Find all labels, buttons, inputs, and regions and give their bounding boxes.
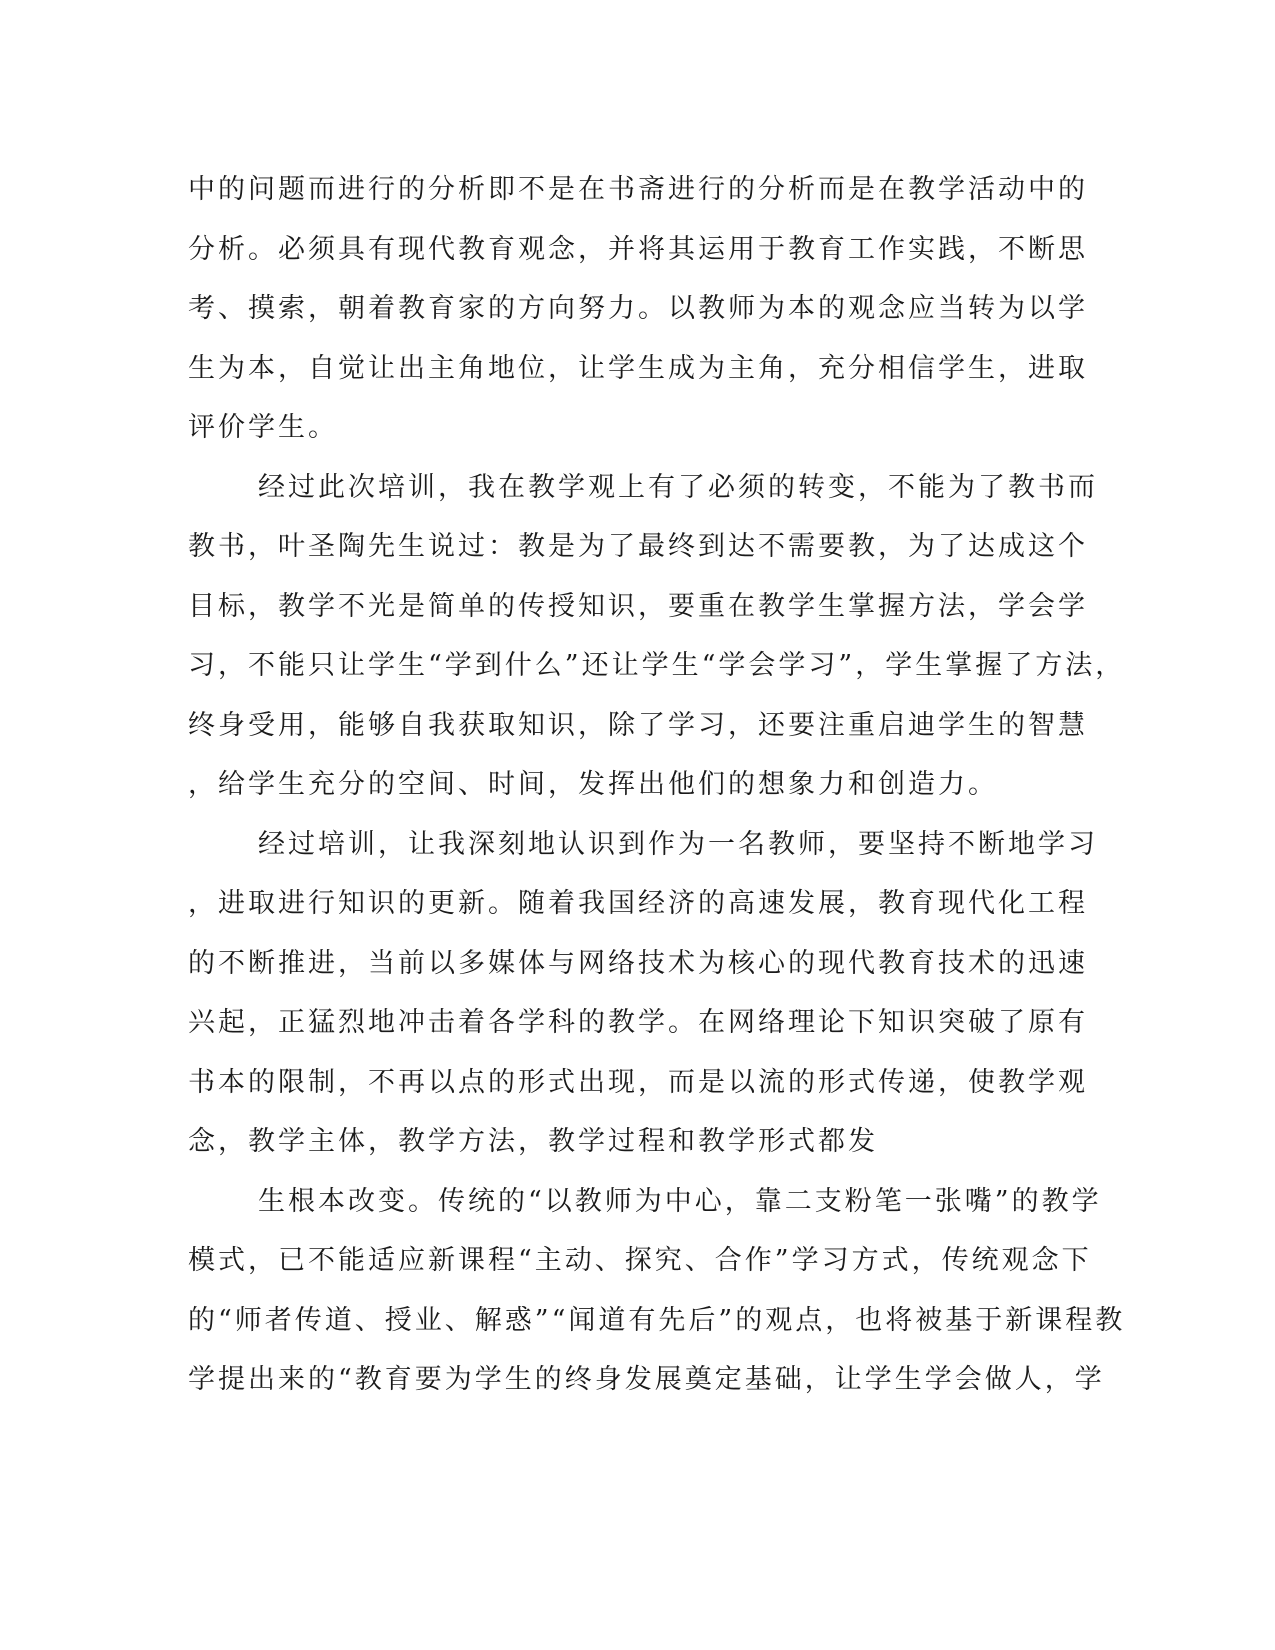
text-line: 生为本，自觉让出主角地位，让学生成为主角，充分相信学生，进取 (188, 352, 1088, 384)
text-line: 模式，已不能适应新课程“主动、探究、合作”学习方式，传统观念下 (188, 1245, 1092, 1276)
text-line: 习，不能只让学生“学到什么”还让学生“学会学习”，学生掌握了方法， (188, 650, 1126, 681)
text-line: 兴起，正猛烈地冲击着各学科的教学。在网络理论下知识突破了原有 (188, 1007, 1088, 1038)
text-line: 学提出来的“教育要为学生的终身发展奠定基础，让学生学会做人，学 (188, 1364, 1105, 1395)
text-line: 考、摸索，朝着教育家的方向努力。以教师为本的观念应当转为以学 (188, 293, 1088, 324)
paragraph-first-line: 经过培训，让我深刻地认识到作为一名教师，要坚持不断地学习 (258, 828, 1098, 860)
paragraph-first-line: 经过此次培训，我在教学观上有了必须的转变，不能为了教书而 (258, 471, 1098, 503)
text-line: ，给学生充分的空间、时间，发挥出他们的想象力和创造力。 (188, 769, 998, 800)
paragraph-first-line: 生根本改变。传统的“以教师为中心，靠二支粉笔一张嘴”的教学 (258, 1185, 1102, 1217)
body-text (188, 160, 1126, 1410)
text-line: 的不断推进，当前以多媒体与网络技术为核心的现代教育技术的迅速 (188, 947, 1088, 979)
text-line: 中的问题而进行的分析即不是在书斋进行的分析而是在教学活动中的 (188, 174, 1088, 205)
text-line: 终身受用，能够自我获取知识，除了学习，还要注重启迪学生的智慧 (188, 709, 1088, 741)
text-line: 评价学生。 (188, 412, 338, 443)
text-line: ，进取进行知识的更新。随着我国经济的高速发展，教育现代化工程 (188, 888, 1088, 919)
text-line: 教书，叶圣陶先生说过：教是为了最终到达不需要教，为了达成这个 (188, 531, 1088, 562)
text-line: 目标，教学不光是简单的传授知识，要重在教学生掌握方法，学会学 (188, 590, 1088, 622)
text-line: 分析。必须具有现代教育观念，并将其运用于教育工作实践，不断思 (188, 233, 1088, 265)
text-line: 的“师者传道、授业、解惑”“闻道有先后”的观点，也将被基于新课程教 (188, 1304, 1126, 1336)
text-line: 念，教学主体，教学方法，教学过程和教学形式都发 (188, 1126, 878, 1157)
text-line: 书本的限制，不再以点的形式出现，而是以流的形式传递，使教学观 (188, 1066, 1088, 1098)
